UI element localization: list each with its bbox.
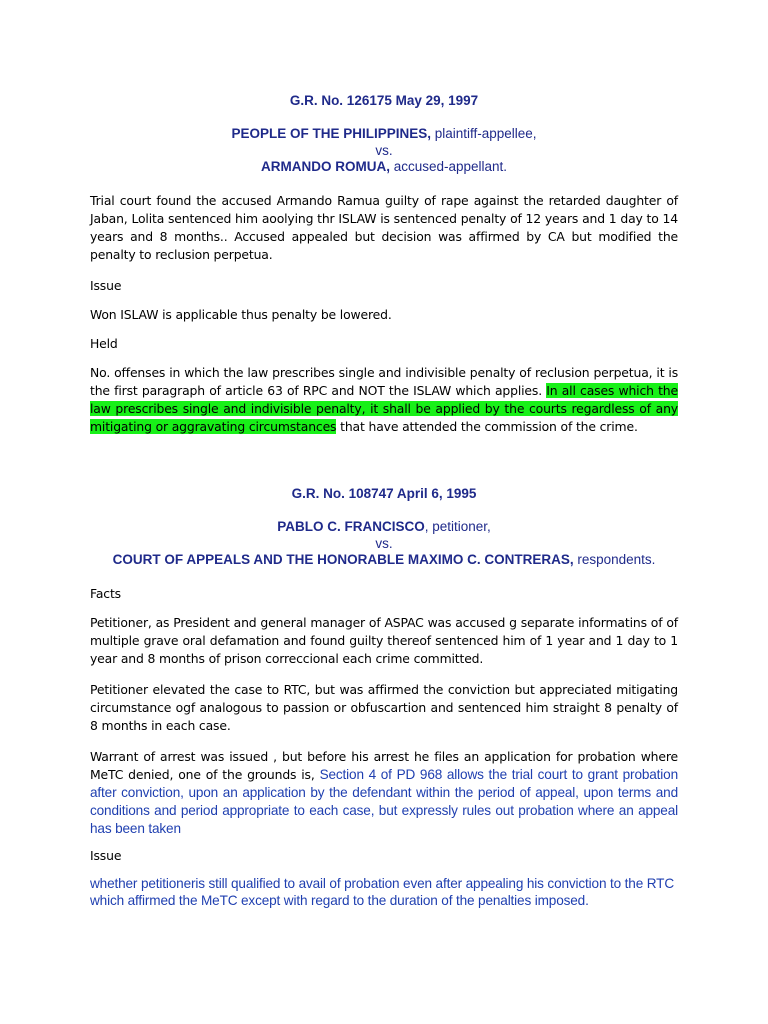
case1-party1 [90,126,678,142]
case1-held-plain: No. offenses in which the law prescribes single and indivisible penalty of reclusion perpetua, it is the first paragraph of article 63 of RPC and NOT the ISLAW which applies. [90,365,678,398]
case1-party1-role: plaintiff-appellee, [430,126,537,141]
case2-facts-1: Petitioner, as President and general manager of ASPAC was accused g separate informatins of of multiple grave oral defamation and found guilty thereof sentenced him of 1 year and 1 day to 1 year and 8 months of prison correccional each crime committed. [90,615,678,666]
case1-facts: Trial court found the accused Armando Ramua guilty of rape against the retarded daughter of Jaban, Lolita sentenced him aoolying thr ISLAW is sentenced penalty of 12 years and 1 day to 14 years and 8 months.. Accused appealed but decision was affirmed by CA but modified the penalty to reclusion perpetua. [90,193,678,262]
case2-issue-label: Issue [90,848,122,863]
case2-vs: vs. [375,536,393,551]
case2-facts-2: Petitioner elevated the case to RTC, but was affirmed the conviction but appreciated mitigating circumstance ogf analogous to passion or obfuscartion and sentenced him straight 8 penalty of 8 months in each case. [90,682,678,733]
case1-issue-label: Issue [90,278,122,293]
case1-party2-role: accused-appellant. [389,159,508,174]
case2-party1-role: , petitioner, [424,519,491,534]
case2-facts-3-statute: Section 4 of PD 968 allows the trial court to grant probation after conviction, upon an application by the defendant within the period of appeal, upon terms and conditions and period appropriate to each case, but expressly rules out probation where an appeal has been taken [90,767,678,836]
case1-party2 [90,159,678,175]
case1-party1-name: PEOPLE OF THE PHILIPPINES, [231,126,431,141]
case2-facts-3 [90,748,678,838]
case1-party2-name: ARMANDO ROMUA, [260,159,390,174]
case2-party2-name: COURT OF APPEALS AND THE HONORABLE MAXIMO C. CONTRERAS, [112,552,574,567]
case2-party2 [90,552,678,568]
case1-citation: G.R. No. 126175 May 29, 1997 [289,93,479,108]
case1-vs: vs. [375,143,393,158]
case2-party1 [90,519,678,535]
case1-held-tail: that have attended the commission of the crime. [336,419,638,434]
case1-held-highlight: In all cases which the law prescribes single and indivisible penalty, it shall be applied by the courts regardless of any mitigating or aggravating circumstances [90,383,678,434]
case2-facts-label: Facts [90,586,121,601]
case2-facts-3-plain: Warrant of arrest was issued , but before his arrest he files an application for probation where MeTC denied, one of the grounds is, [90,749,678,782]
case2-party1-name: PABLO C. FRANCISCO [277,519,425,534]
case2-issue: whether petitioneris still qualified to avail of probation even after appealing his conviction to the RTC which affirmed the MeTC except with regard to the duration of the penalties imposed. [90,876,674,908]
case2-citation: G.R. No. 108747 April 6, 1995 [291,486,477,501]
case2-party2-role: respondents. [573,552,656,567]
case1-held [90,364,678,436]
case1-issue: Won ISLAW is applicable thus penalty be lowered. [90,307,392,322]
case1-held-label: Held [90,336,118,351]
